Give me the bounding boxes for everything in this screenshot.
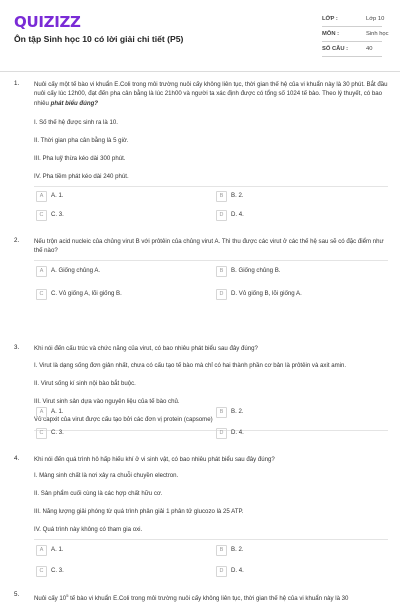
option-letter-box[interactable]: A bbox=[36, 191, 47, 202]
option-text: B. 2. bbox=[231, 546, 244, 553]
option-text: D. 4. bbox=[231, 567, 244, 574]
option-text: A. Giống chủng A. bbox=[51, 267, 101, 274]
divider bbox=[34, 539, 388, 540]
option-letter-box[interactable]: A bbox=[36, 266, 47, 277]
option-text: B. 2. bbox=[231, 408, 244, 415]
option-letter-box[interactable]: D bbox=[216, 566, 227, 577]
question-stem-text: Nuôi cấy một tế bào vi khuẩn E.Coli trong môi trường nuôi cấy không liên tục, thời gian thế hệ của vi khuẩn này là 30 phút. Bắt đầu nuôi cấy lúc 12h00, đạt đến pha cân bằng là lúc 21h00 và người ta xác định được có tổng số 1024 tế bào. Theo lý thuyết, có bao nhiêu bbox=[34, 81, 388, 107]
meta-count-key: SỐ CÂU : bbox=[322, 46, 349, 52]
option-text: A. 1. bbox=[51, 408, 64, 415]
option-letter-box[interactable]: C bbox=[36, 210, 47, 221]
meta-count-value: 40 bbox=[366, 46, 373, 52]
question-stem: Khi nói đến cấu trúc và chức năng của virut, có bao nhiêu phát biểu sau đây đúng? bbox=[34, 345, 258, 352]
option-text: B. 2. bbox=[231, 192, 244, 199]
statement: I. Số thế hệ được sinh ra là 10. bbox=[34, 119, 118, 126]
option-letter-box[interactable]: B bbox=[216, 266, 227, 277]
statement: III. Virut sinh sản dựa vào nguyên liệu của tế bào chủ. bbox=[34, 398, 180, 405]
header-divider bbox=[0, 71, 400, 72]
option-letter-box[interactable]: B bbox=[216, 191, 227, 202]
statement: II. Thời gian pha cân bằng là 5 giờ. bbox=[34, 137, 129, 144]
divider bbox=[34, 260, 388, 261]
option-letter-box[interactable]: D bbox=[216, 210, 227, 221]
option-letter-box[interactable]: A bbox=[36, 407, 47, 418]
statement: I. Virut là dạng sống đơn giản nhất, chưa có cấu tạo tế bào mà chỉ có hai thành phần cơ bản là prôtêin và axit amin. bbox=[34, 362, 347, 369]
meta-divider bbox=[322, 26, 382, 27]
statement: Vỏ capxit của virut được cấu tạo bởi các đơn vị protein (capsome) bbox=[34, 416, 213, 423]
question-stem-emphasis: phát biểu đúng? bbox=[50, 99, 99, 107]
meta-grade-value: Lớp 10 bbox=[366, 16, 385, 22]
statement: IV. Pha tiềm phát kéo dài 240 phút. bbox=[34, 173, 129, 180]
option-letter-box[interactable]: A bbox=[36, 545, 47, 556]
meta-grade-key: LỚP : bbox=[322, 16, 338, 22]
option-text: D. 4. bbox=[231, 429, 244, 436]
exponent: 5 bbox=[66, 593, 69, 598]
question-stem bbox=[34, 80, 388, 108]
statement: II. Sản phẩm cuối cùng là các hợp chất hữu cơ. bbox=[34, 490, 163, 497]
question-stem-text: Nuôi cấy 10 bbox=[34, 595, 67, 603]
question-number: 1. bbox=[14, 80, 20, 87]
statement: IV. Quá trình này không có tham gia oxi. bbox=[34, 526, 143, 533]
meta-grade bbox=[322, 16, 384, 22]
option-text: D. Vỏ giống B, lõi giống A. bbox=[231, 290, 302, 297]
divider bbox=[34, 430, 388, 431]
option-text: C. Vỏ giống A, lõi giống B. bbox=[51, 290, 122, 297]
page-title: Ôn tập Sinh học 10 có lời giải chi tiết (P5) bbox=[14, 34, 184, 44]
option-letter-box[interactable]: D bbox=[216, 428, 227, 439]
option-letter-box[interactable]: B bbox=[216, 545, 227, 556]
question-number: 4. bbox=[14, 455, 20, 462]
meta-subject-key: MÔN : bbox=[322, 31, 340, 37]
question-stem: Nếu trộn acid nucleic của chủng virut B với prôtêin của chủng virut A. Thì thu được các virut ở các thế hệ sau sẽ có đặc điểm như thế nào? bbox=[34, 238, 384, 255]
statement: III. Pha luỹ thừa kéo dài 300 phút. bbox=[34, 155, 126, 162]
statement: II. Virut sống kí sinh nội bào bắt buộc. bbox=[34, 380, 136, 387]
option-text: C. 3. bbox=[51, 211, 64, 218]
option-text: C. 3. bbox=[51, 429, 64, 436]
option-letter-box[interactable]: D bbox=[216, 289, 227, 300]
option-letter-box[interactable]: B bbox=[216, 407, 227, 418]
question-number: 3. bbox=[14, 344, 20, 351]
statement: III. Năng lượng giải phóng từ quá trình phân giải 1 phân tử glucozo là 25 ATP. bbox=[34, 508, 244, 515]
question-stem: Khi nói đến quá trình hô hấp hiếu khí ở vi sinh vật, có bao nhiêu phát biểu sau đây đúng? bbox=[34, 456, 275, 463]
option-letter-box[interactable]: C bbox=[36, 566, 47, 577]
meta-subject-value: Sinh học bbox=[366, 31, 389, 37]
meta-count bbox=[322, 46, 372, 52]
meta-divider bbox=[322, 41, 382, 42]
worksheet-header bbox=[0, 0, 400, 64]
option-letter-box[interactable]: C bbox=[36, 428, 47, 439]
option-letter-box[interactable]: C bbox=[36, 289, 47, 300]
option-text: A. 1. bbox=[51, 192, 64, 199]
option-text: C. 3. bbox=[51, 567, 64, 574]
option-text: B. Giống chủng B. bbox=[231, 267, 281, 274]
question-number: 5. bbox=[14, 591, 20, 598]
option-text: A. 1. bbox=[51, 546, 64, 553]
question-stem bbox=[34, 591, 388, 603]
option-text: D. 4. bbox=[231, 211, 244, 218]
question-stem-text: tế bào vi khuẩn E.Coli trong môi trường nuôi cấy không liên tục, thời gian thế hệ của vi khuẩn này là 30 bbox=[68, 595, 349, 603]
meta-divider bbox=[322, 56, 382, 57]
quizizz-logo: QUIZIZZ bbox=[14, 13, 81, 31]
meta-subject bbox=[322, 31, 389, 37]
question-number: 2. bbox=[14, 237, 20, 244]
statement: I. Màng sinh chất là nơi xảy ra chuỗi chuyền electron. bbox=[34, 472, 179, 479]
divider bbox=[34, 186, 388, 187]
